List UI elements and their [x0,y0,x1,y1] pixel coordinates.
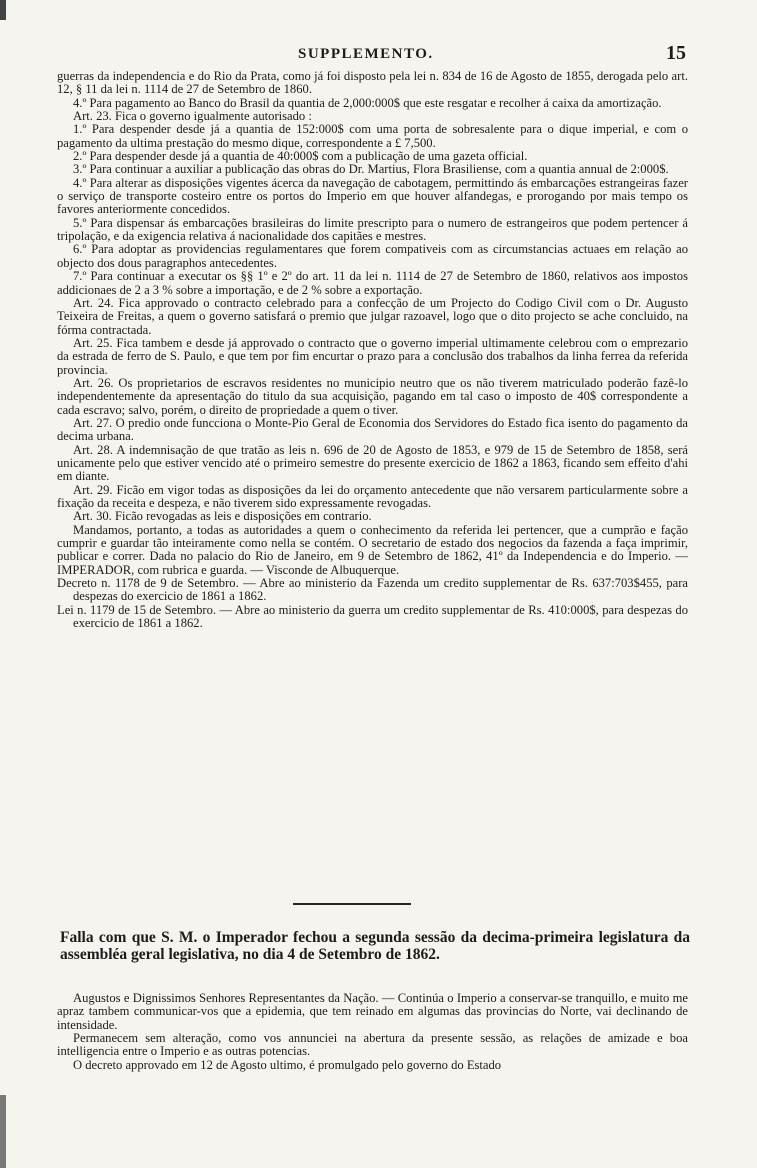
paragraph: 4.º Para alterar as disposições vigentes ácerca da navegação de cabotagem, permittindo ás embarcações estrangeiras fazer o serviço de transporte costeiro entre os portos do Imperio em que houver alfandegas, e prorogando por mais tempo os favores anteriormente concedidos. [57,175,688,217]
paragraph: Mandamos, portanto, a todas as autoridades a quem o conhecimento da referida lei pertencer, que a cumprão e fação cumprir e guardar tão inteiramente como nella se contém. O secretario de estado dos negocios da fazenda a faça imprimir, publicar e correr. Dada no palacio do Rio de Janeiro, em 9 de Setembro de 1862, 41º da Independencia e do Imperio. — IMPERADOR, com rubrica e guarda. — Visconde de Albuquerque. [57,522,688,577]
page-header [58,44,686,68]
paragraph: Art. 27. O predio onde funcciona o Monte-Pio Geral de Economia dos Servidores do Estado fica isento do pagamento da decima urbana. [57,415,688,444]
paragraph: Art. 23. Fica o governo igualmente autorisado : [73,109,312,124]
paragraph: Augustos e Dignissimos Senhores Representantes da Nação. — Continúa o Imperio a conservar-se tranquillo, e muito me apraz tambem communicar-vos que a epidemia, que tem reinado em algumas das provincias do Norte, vai declinando de intensidade. [57,991,688,1032]
paragraph: Art. 30. Ficão revogadas as leis e disposições em contrario. [73,509,372,524]
paragraph: Art. 29. Ficão em vigor todas as disposições da lei do orçamento antecedente que não versarem particularmente sobre a fixação da receita e despeza, e não tiverem sido expressamente revogadas. [57,482,688,510]
paragraph: guerras da independencia e do Rio da Prata, como já foi disposto pela lei n. 834 de 16 de Agosto de 1855, derogada pelo art. 12, § 11 da lei n. 1114 de 27 de Setembro de 1860. [57,69,688,97]
page-number: 15 [666,42,686,64]
paragraph: Art. 24. Fica approvado o contracto celebrado para a confecção de um Projecto do Codigo Civil com o Dr. Augusto Teixeira de Freitas, a quem o governo satisfará o premio que julgar razoavel, logo que o dito projecto se ache concluido, na fórma contractada. [57,295,688,337]
paragraph: Permanecem sem alteração, como vos annunciei na abertura da presente sessão, as relações de amizade e boa intelligencia entre o Imperio e as outras potencias. [57,1031,688,1059]
paragraph: 3.º Para continuar a auxiliar a publicação das obras do Dr. Martius, Flora Brasiliense, com a quantia annual de 2:000$. [73,162,669,177]
paragraph: 7.º Para continuar a executar os §§ 1º e 2º do art. 11 da lei n. 1114 de 27 de Setembro de 1860, relativos aos impostos addicionaes de 2 a 3 % sobre a importação, e de 2 % sobre a exportação. [57,269,688,297]
paragraph: 4.º Para pagamento ao Banco do Brasil da quantia de 2,000:000$ que este resgatar e recolher á caixa da amortização. [73,95,662,110]
paragraph: Art. 26. Os proprietarios de escravos residentes no municipio neutro que os não tiverem matriculado poderão fazê-lo independentemente da apresentação do titulo da sua acquisição, pagando em tal caso o imposto de 40$ correspondente a cada escravo; salvo, porém, o direito de propriedade a quem o tiver. [57,375,688,417]
page-edge-mark [0,1095,6,1168]
paragraph: 2.º Para despender desde já a quantia de 40:000$ com a publicação de uma gazeta official. [73,149,528,164]
paragraph: 1.º Para despender desde já a quantia de 152:000$ com uma porta de sobresalente para o dique imperial, e com o pagamento da ultima prestação do mesmo dique, correspondente a £ 7,500. [57,122,688,150]
paragraph: 6.º Para adoptar as providencias regulamentares que forem compativeis com as circumstancias actuaes em relação ao objecto dos dous paragraphos antecedentes. [57,242,688,270]
speech-text [57,992,688,1072]
running-title: SUPPLEMENTO. [298,46,434,62]
decree-entry: Decreto n. 1178 de 9 de Setembro. — Abre ao ministerio da Fazenda um credito supplementar de Rs. 637:703$455, para despezas do exercicio de 1861 a 1862. [57,576,688,604]
paragraph: 5.º Para dispensar ás embarcações brasileiras do limite prescripto para o numero de estrangeiros que podem pertencer á tripolação, e da exigencia relativa á nacionalidade dos capitães e mestres. [57,215,688,244]
page-edge-mark [0,0,6,20]
paragraph: Art. 28. A indemnisação de que tratão as leis n. 696 de 20 de Agosto de 1853, e 979 de 15 de Setembro de 1858, será unicamente pelo que estiver vencido até o primeiro semestre do presente exercicio de 1862 a 1863, ficando sem effeito d'ahi em diante. [57,442,688,484]
law-text [57,70,688,630]
paragraph: Art. 25. Fica tambem e desde já approvado o contracto que o governo imperial ultimamente celebrou com o emprezario da estrada de ferro de S. Paulo, e que tem por fim encurtar o prazo para a conclusão dos trabalhos da linha ferrea da referida provincia. [57,335,688,377]
decree-entry: Lei n. 1179 de 15 de Setembro. — Abre ao ministerio da guerra um credito supplementar de Rs. 410:000$, para despezas do exercicio de 1861 a 1862. [57,602,688,631]
paragraph: O decreto approvado em 12 de Agosto ultimo, é promulgado pelo governo do Estado [73,1057,502,1072]
section-divider [293,903,411,905]
speech-heading: Falla com que S. M. o Imperador fechou a segunda sessão da decima-primeira legislatura da assembléa geral legislativa, no dia 4 de Setembro de 1862. [60,929,690,963]
